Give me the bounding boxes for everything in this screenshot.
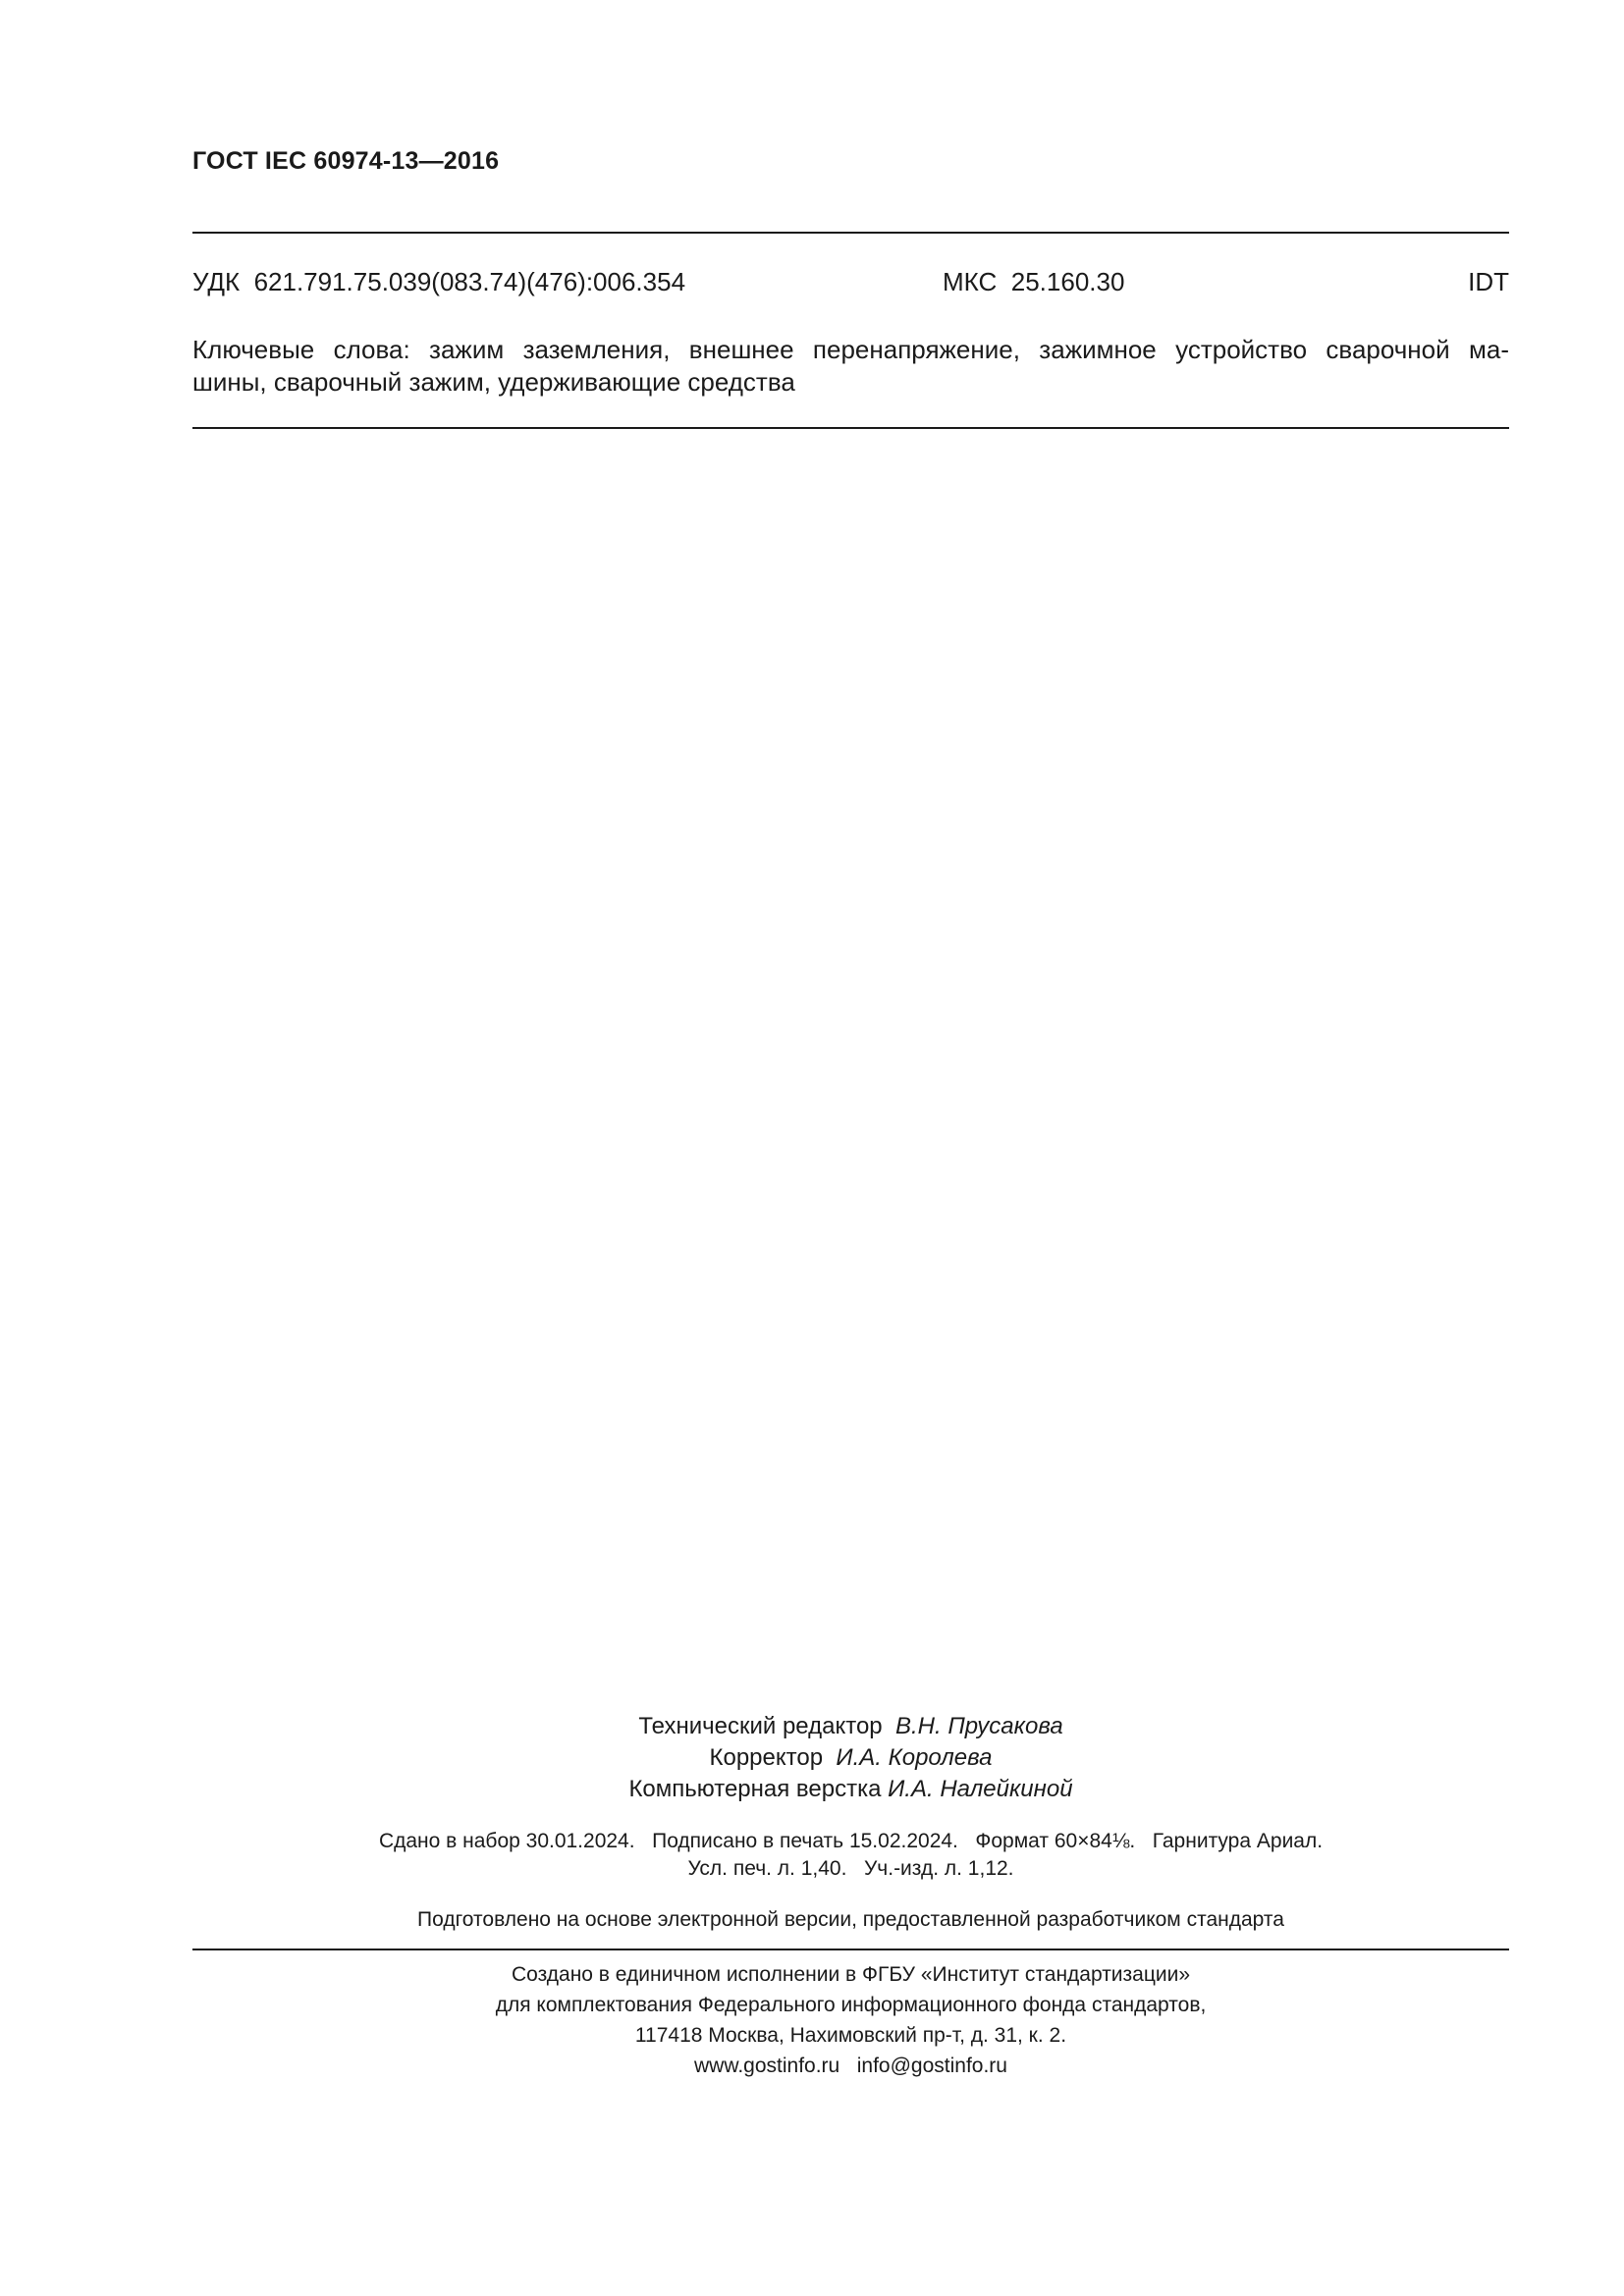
publisher-contacts (192, 2051, 1509, 2081)
publish-sheets: Уч.-изд. л. 1,12. (863, 1857, 1014, 1880)
corrector-role: Корректор (709, 1744, 824, 1771)
publisher-line-1: Создано в единичном исполнении в ФГБУ «Институт стандартизации» (511, 1963, 1191, 1986)
typeface: Гарнитура Ариал. (1152, 1830, 1324, 1852)
publisher-address: 117418 Москва, Нахимовский пр-т, д. 31, к. 2. (634, 2024, 1067, 2047)
credits-block (192, 1711, 1509, 1805)
udk-label: УДК (192, 267, 241, 296)
paper-format: Формат 60×84⅛. (975, 1830, 1136, 1852)
standard-code: ГОСТ IEC 60974-13—2016 (192, 147, 500, 175)
print-info-line-1 (192, 1828, 1509, 1855)
keywords-paragraph (192, 334, 1509, 399)
email-link[interactable]: info@gostinfo.ru (856, 2055, 1007, 2077)
mks-label: МКС (943, 267, 998, 296)
keywords-line-1: Ключевые слова: зажим заземления, внешнее перенапряжение, зажимное устройство сварочной ма- (192, 335, 1509, 364)
print-info-block (192, 1828, 1509, 1883)
publisher-line-2: для комплектования Федерального информационного фонда стандартов, (495, 1994, 1207, 2016)
submitted-date: Сдано в набор 30.01.2024. (378, 1830, 635, 1852)
equivalence-degree: IDT (1468, 267, 1509, 296)
corrector-name: И.А. Королева (836, 1744, 993, 1771)
tech-editor-line (192, 1711, 1509, 1742)
layout-line (192, 1774, 1509, 1805)
print-info-line-2 (192, 1855, 1509, 1883)
top-divider (192, 232, 1509, 234)
publisher-divider (192, 1949, 1509, 1950)
mks-code (943, 267, 1124, 297)
udk-code (192, 267, 685, 297)
print-sheets: Усл. печ. л. 1,40. (687, 1857, 847, 1880)
keywords-line-2: шины, сварочный зажим, удерживающие средства (192, 367, 795, 397)
layout-name: И.А. Налейкиной (888, 1776, 1073, 1802)
classification-row (192, 267, 1509, 300)
layout-role: Компьютерная верстка (628, 1776, 882, 1802)
keywords-divider (192, 427, 1509, 429)
signed-date: Подписано в печать 15.02.2024. (652, 1830, 958, 1852)
corrector-line (192, 1742, 1509, 1774)
tech-editor-name: В.Н. Прусакова (895, 1713, 1063, 1739)
mks-value: 25.160.30 (1010, 267, 1125, 296)
website-link[interactable]: www.gostinfo.ru (694, 2055, 840, 2077)
publisher-block (192, 1959, 1509, 2081)
udk-value: 621.791.75.039(083.74)(476):006.354 (253, 267, 686, 296)
tech-editor-role: Технический редактор (638, 1713, 883, 1739)
prepared-note: Подготовлено на основе электронной версии, предоставленной разработчиком стандарта (417, 1908, 1284, 1931)
